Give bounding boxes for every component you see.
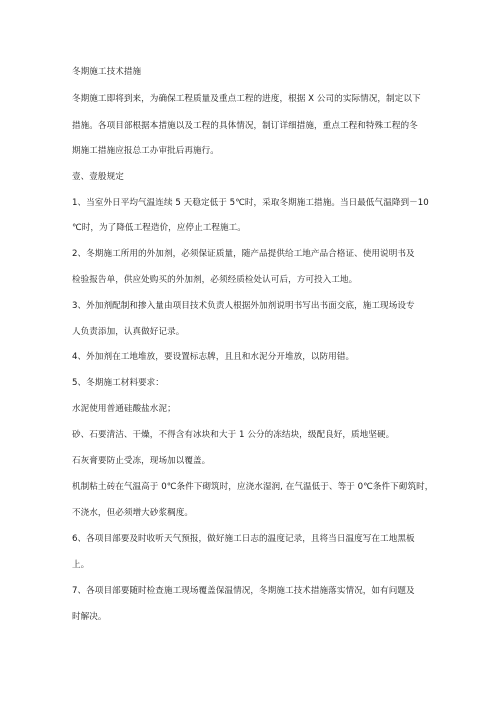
paragraph-line: 机制粘土砖在气温高于 0℃条件下砌筑时，应浇水湿润, 在气温低于、等于 0℃条件下砌筑时， [72, 482, 434, 492]
paragraph-line: 4、外加剂在工地堆放，要设置标志牌，且且和水泥分开堆放，以防用错。 [72, 352, 355, 362]
paragraph-line: 检验报告单，供应处购买的外加剂，必须经质检处认可后，方可投入工地。 [72, 275, 358, 285]
paragraph-line: 3、外加剂配制和掺入量由项目技术负责人根据外加剂说明书写出书面交底，施工现场设专 [72, 301, 415, 311]
paragraph-line: 6、各项目部要及时收听天气预报，做好施工日志的温度记录，且将当日温度写在工地黑板 [72, 534, 415, 544]
paragraph-line: 水泥使用普通硅酸盐水泥； [72, 404, 176, 414]
paragraph-line: 人负责添加，认真做好记录。 [72, 327, 185, 337]
paragraph-line: 1、当室外日平均气温连续 5 天稳定低于 5℃时，采取冬期施工措施。当日最低气温降到－10 [72, 198, 429, 208]
paragraph-line: 石灰膏要防止受冻，现场加以覆盖。 [72, 456, 211, 466]
paragraph-line: 冬期施工即将到来，为确保工程质量及重点工程的进度，根据 X 公司的实际情况，制定以下 [72, 94, 421, 104]
paragraph-line: ℃时，为了降低工程造价，应停止工程施工。 [72, 223, 246, 233]
paragraph-line: 措施。各项目部根据本措施以及工程的具体情况，制订详细措施，重点工程和特殊工程的冬 [72, 121, 418, 131]
section-heading: 壹、壹般规定 [72, 172, 124, 182]
paragraph-line: 7、各项目部要随时检查施工现场覆盖保温情况，冬期施工技术措施落实情况，如有问题及 [72, 586, 415, 596]
paragraph-line: 期施工措施应报总工办审批后再施行。 [72, 146, 219, 156]
paragraph-line: 砂、石要清洁、干燥，不得含有冰块和大于 1 公分的冻结块，级配良好，质地坚硬。 [72, 430, 395, 440]
paragraph-line: 时解决。 [72, 612, 107, 622]
document-title: 冬期施工技术措施 [72, 67, 142, 77]
paragraph-line: 上。 [72, 560, 90, 570]
paragraph-line: 不浇水，但必须增大砂浆稠度。 [72, 508, 194, 518]
paragraph-line: 5、冬期施工材料要求： [72, 378, 164, 388]
paragraph-line: 2、冬期施工所用的外加剂，必须保证质量，随产品提供给工地产品合格证、使用说明书及 [72, 249, 415, 259]
